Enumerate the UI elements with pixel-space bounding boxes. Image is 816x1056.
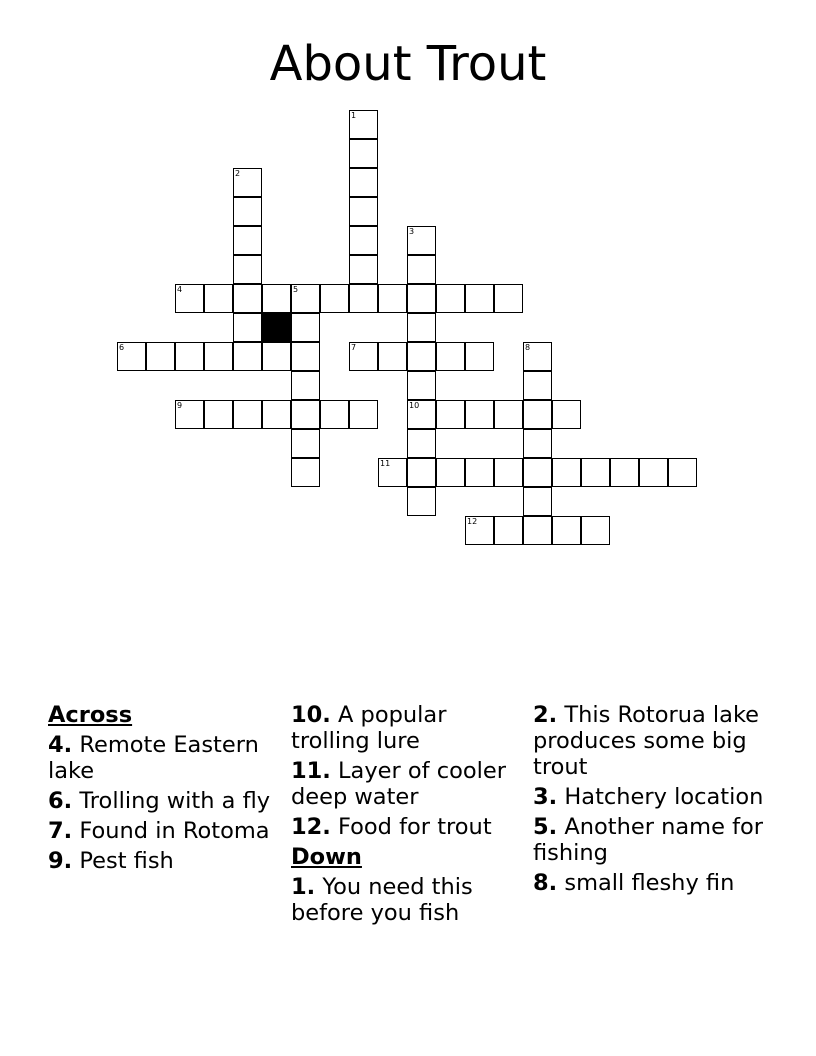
grid-cell[interactable] [349, 139, 378, 168]
grid-cell[interactable] [465, 284, 494, 313]
grid-cell[interactable] [349, 400, 378, 429]
grid-cell[interactable] [117, 342, 146, 371]
grid-cell[interactable] [494, 458, 523, 487]
grid-cell[interactable] [581, 458, 610, 487]
cell-number: 9 [177, 401, 183, 410]
clue-down-3: 3. Hatchery location [533, 784, 764, 810]
grid-cell[interactable] [291, 284, 320, 313]
cell-number: 5 [293, 285, 299, 294]
grid-cell[interactable] [668, 458, 697, 487]
clue-across-11: 11. Layer of cooler deep water [291, 758, 506, 810]
cell-number: 8 [525, 343, 531, 352]
grid-cell[interactable] [407, 226, 436, 255]
grid-cell[interactable] [523, 429, 552, 458]
grid-cell[interactable] [349, 284, 378, 313]
grid-cell[interactable] [407, 313, 436, 342]
grid-cell[interactable] [262, 400, 291, 429]
grid-cell[interactable] [494, 284, 523, 313]
grid-cell[interactable] [523, 400, 552, 429]
grid-cell[interactable] [494, 516, 523, 545]
grid-cell[interactable] [523, 342, 552, 371]
clues-column-1 [48, 702, 280, 878]
grid-cell[interactable] [436, 284, 465, 313]
grid-cell[interactable] [320, 284, 349, 313]
grid-cell[interactable] [465, 342, 494, 371]
grid-cell[interactable] [465, 516, 494, 545]
black-square [262, 313, 291, 342]
down-heading: Down [291, 844, 362, 870]
grid-cell[interactable] [523, 516, 552, 545]
grid-cell[interactable] [291, 458, 320, 487]
cell-number: 1 [351, 111, 357, 120]
clue-down-5: 5. Another name for fishing [533, 814, 764, 866]
grid-cell[interactable] [291, 400, 320, 429]
grid-cell[interactable] [291, 342, 320, 371]
grid-cell[interactable] [349, 255, 378, 284]
clues-column-2 [291, 702, 523, 930]
clue-across-4: 4. Remote Eastern lake [48, 732, 259, 784]
grid-cell[interactable] [349, 226, 378, 255]
grid-cell[interactable] [291, 429, 320, 458]
grid-cell[interactable] [465, 400, 494, 429]
clues-column-3 [533, 702, 765, 900]
grid-cell[interactable] [204, 400, 233, 429]
cell-number: 3 [409, 227, 415, 236]
grid-cell[interactable] [552, 516, 581, 545]
grid-cell[interactable] [581, 516, 610, 545]
clue-across-10: 10. A popular trolling lure [291, 702, 447, 754]
grid-cell[interactable] [262, 284, 291, 313]
grid-cell[interactable] [349, 168, 378, 197]
clue-across-6: 6. Trolling with a fly [48, 788, 271, 814]
grid-cell[interactable] [552, 400, 581, 429]
grid-cell[interactable] [349, 110, 378, 139]
grid-cell[interactable] [436, 342, 465, 371]
grid-cell[interactable] [407, 284, 436, 313]
grid-cell[interactable] [436, 458, 465, 487]
cell-number: 7 [351, 343, 357, 352]
grid-cell[interactable] [378, 342, 407, 371]
cell-number: 6 [119, 343, 125, 352]
grid-cell[interactable] [204, 284, 233, 313]
grid-cell[interactable] [233, 342, 262, 371]
grid-cell[interactable] [523, 371, 552, 400]
grid-cell[interactable] [378, 284, 407, 313]
grid-cell[interactable] [320, 400, 349, 429]
grid-cell[interactable] [233, 313, 262, 342]
grid-cell[interactable] [523, 487, 552, 516]
cell-number: 12 [467, 517, 478, 526]
grid-cell[interactable] [436, 400, 465, 429]
grid-cell[interactable] [233, 197, 262, 226]
grid-cell[interactable] [639, 458, 668, 487]
grid-cell[interactable] [407, 255, 436, 284]
grid-cell[interactable] [523, 458, 552, 487]
grid-cell[interactable] [175, 342, 204, 371]
grid-cell[interactable] [204, 342, 233, 371]
grid-cell[interactable] [175, 400, 204, 429]
clue-across-12: 12. Food for trout [291, 814, 492, 840]
across-heading: Across [48, 702, 133, 728]
clue-down-8: 8. small fleshy fin [533, 870, 735, 896]
cell-number: 2 [235, 169, 241, 178]
clue-across-7: 7. Found in Rotoma [48, 818, 270, 844]
grid-cell[interactable] [407, 371, 436, 400]
grid-cell[interactable] [349, 342, 378, 371]
grid-cell[interactable] [494, 400, 523, 429]
grid-cell[interactable] [610, 458, 639, 487]
grid-cell[interactable] [175, 284, 204, 313]
grid-cell[interactable] [291, 313, 320, 342]
puzzle-title: About Trout [269, 36, 547, 92]
cell-number: 10 [409, 401, 420, 410]
grid-cell[interactable] [378, 458, 407, 487]
grid-cell[interactable] [233, 400, 262, 429]
grid-cell[interactable] [349, 197, 378, 226]
cell-number: 11 [380, 459, 391, 468]
cell-number: 4 [177, 285, 183, 294]
grid-cell[interactable] [552, 458, 581, 487]
grid-cell[interactable] [407, 458, 436, 487]
grid-cell[interactable] [262, 342, 291, 371]
grid-cell[interactable] [465, 458, 494, 487]
grid-cell[interactable] [407, 400, 436, 429]
grid-cell[interactable] [291, 371, 320, 400]
clue-down-1: 1. You need this before you fish [291, 874, 473, 926]
clue-across-9: 9. Pest fish [48, 848, 174, 874]
grid-cell[interactable] [233, 284, 262, 313]
grid-cell[interactable] [407, 487, 436, 516]
grid-cell[interactable] [233, 168, 262, 197]
grid-cell[interactable] [407, 342, 436, 371]
grid-cell[interactable] [233, 226, 262, 255]
grid-cell[interactable] [146, 342, 175, 371]
clue-down-2: 2. This Rotorua lake produces some big trout [533, 702, 760, 780]
grid-cell[interactable] [233, 255, 262, 284]
grid-cell[interactable] [407, 429, 436, 458]
